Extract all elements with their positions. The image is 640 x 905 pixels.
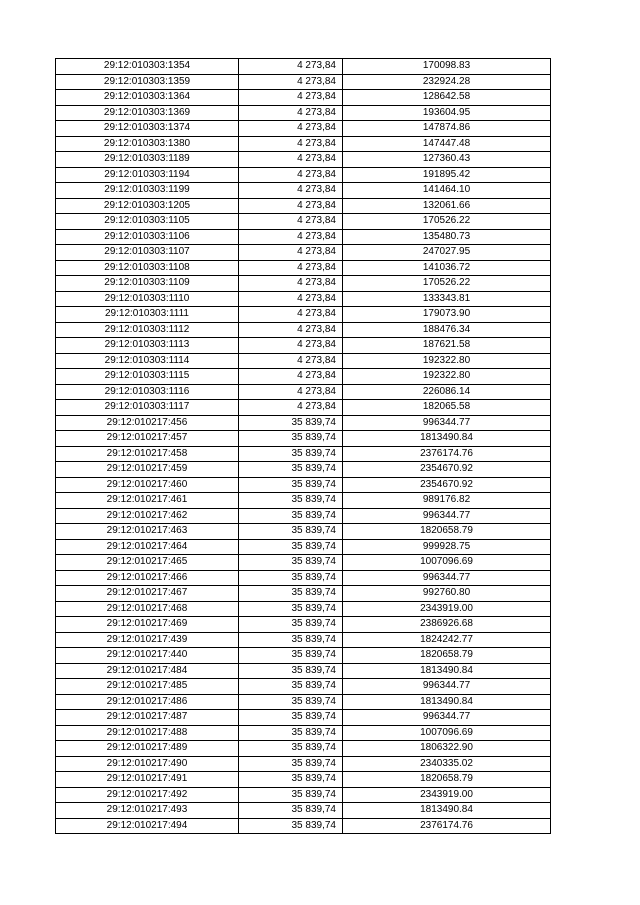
- table-row: [56, 307, 551, 323]
- table-row: [56, 632, 551, 648]
- value-cell: 1824242.77: [343, 632, 551, 648]
- value-cell: 989176.82: [343, 493, 551, 509]
- cadastral-number-cell: 29:12:010303:1359: [56, 74, 239, 90]
- value-cell: 1813490.84: [343, 803, 551, 819]
- table-row: [56, 787, 551, 803]
- value-cell: 247027.95: [343, 245, 551, 261]
- rate-cell: 4 273,84: [239, 400, 343, 416]
- value-cell: 996344.77: [343, 508, 551, 524]
- table-row: [56, 446, 551, 462]
- value-cell: 188476.34: [343, 322, 551, 338]
- rate-cell: 4 273,84: [239, 183, 343, 199]
- rate-cell: 4 273,84: [239, 121, 343, 137]
- rate-cell: 35 839,74: [239, 555, 343, 571]
- rate-cell: 35 839,74: [239, 772, 343, 788]
- value-cell: 2386926.68: [343, 617, 551, 633]
- rate-cell: 4 273,84: [239, 214, 343, 230]
- rate-cell: 35 839,74: [239, 787, 343, 803]
- cadastral-number-cell: 29:12:010217:462: [56, 508, 239, 524]
- cadastral-number-cell: 29:12:010217:492: [56, 787, 239, 803]
- cadastral-number-cell: 29:12:010217:489: [56, 741, 239, 757]
- value-cell: 192322.80: [343, 353, 551, 369]
- value-cell: 170526.22: [343, 276, 551, 292]
- cadastral-number-cell: 29:12:010217:466: [56, 570, 239, 586]
- table-row: [56, 586, 551, 602]
- cadastral-number-cell: 29:12:010303:1111: [56, 307, 239, 323]
- table-body: [56, 59, 551, 834]
- cadastral-number-cell: 29:12:010217:490: [56, 756, 239, 772]
- table-row: [56, 338, 551, 354]
- table-row: [56, 74, 551, 90]
- cadastral-number-cell: 29:12:010217:484: [56, 663, 239, 679]
- rate-cell: 4 273,84: [239, 384, 343, 400]
- cadastral-number-cell: 29:12:010303:1364: [56, 90, 239, 106]
- value-cell: 1806322.90: [343, 741, 551, 757]
- table-row: [56, 121, 551, 137]
- value-cell: 1813490.84: [343, 663, 551, 679]
- rate-cell: 4 273,84: [239, 307, 343, 323]
- table-row: [56, 322, 551, 338]
- value-cell: 996344.77: [343, 679, 551, 695]
- rate-cell: 4 273,84: [239, 167, 343, 183]
- table-row: [56, 384, 551, 400]
- table-row: [56, 741, 551, 757]
- rate-cell: 35 839,74: [239, 648, 343, 664]
- value-cell: 996344.77: [343, 570, 551, 586]
- rate-cell: 35 839,74: [239, 586, 343, 602]
- rate-cell: 4 273,84: [239, 338, 343, 354]
- value-cell: 2376174.76: [343, 446, 551, 462]
- rate-cell: 4 273,84: [239, 322, 343, 338]
- table-row: [56, 462, 551, 478]
- rate-cell: 4 273,84: [239, 90, 343, 106]
- cadastral-number-cell: 29:12:010303:1369: [56, 105, 239, 121]
- cadastral-number-cell: 29:12:010303:1374: [56, 121, 239, 137]
- table-row: [56, 663, 551, 679]
- cadastral-number-cell: 29:12:010217:457: [56, 431, 239, 447]
- table-row: [56, 570, 551, 586]
- cadastral-number-cell: 29:12:010217:460: [56, 477, 239, 493]
- value-cell: 147874.86: [343, 121, 551, 137]
- rate-cell: 35 839,74: [239, 508, 343, 524]
- value-cell: 1813490.84: [343, 694, 551, 710]
- cadastral-number-cell: 29:12:010217:459: [56, 462, 239, 478]
- value-cell: 187621.58: [343, 338, 551, 354]
- value-cell: 996344.77: [343, 710, 551, 726]
- cadastral-number-cell: 29:12:010217:493: [56, 803, 239, 819]
- cadastral-number-cell: 29:12:010217:485: [56, 679, 239, 695]
- value-cell: 133343.81: [343, 291, 551, 307]
- rate-cell: 35 839,74: [239, 524, 343, 540]
- table-row: [56, 679, 551, 695]
- cadastral-number-cell: 29:12:010217:468: [56, 601, 239, 617]
- value-cell: 141464.10: [343, 183, 551, 199]
- value-cell: 996344.77: [343, 415, 551, 431]
- table-row: [56, 725, 551, 741]
- value-cell: 2354670.92: [343, 462, 551, 478]
- rate-cell: 35 839,74: [239, 446, 343, 462]
- cadastral-number-cell: 29:12:010217:467: [56, 586, 239, 602]
- table-row: [56, 167, 551, 183]
- rate-cell: 35 839,74: [239, 725, 343, 741]
- rate-cell: 4 273,84: [239, 105, 343, 121]
- table-row: [56, 710, 551, 726]
- table-row: [56, 524, 551, 540]
- value-cell: 128642.58: [343, 90, 551, 106]
- cadastral-number-cell: 29:12:010303:1110: [56, 291, 239, 307]
- cadastral-number-cell: 29:12:010303:1116: [56, 384, 239, 400]
- rate-cell: 35 839,74: [239, 462, 343, 478]
- cadastral-number-cell: 29:12:010303:1109: [56, 276, 239, 292]
- table-row: [56, 229, 551, 245]
- cadastral-number-cell: 29:12:010217:463: [56, 524, 239, 540]
- rate-cell: 35 839,74: [239, 493, 343, 509]
- table-row: [56, 152, 551, 168]
- rate-cell: 35 839,74: [239, 741, 343, 757]
- value-cell: 999928.75: [343, 539, 551, 555]
- cadastral-number-cell: 29:12:010217:487: [56, 710, 239, 726]
- table-row: [56, 415, 551, 431]
- cadastral-number-cell: 29:12:010217:439: [56, 632, 239, 648]
- table-row: [56, 431, 551, 447]
- value-cell: 170526.22: [343, 214, 551, 230]
- cadastral-number-cell: 29:12:010217:461: [56, 493, 239, 509]
- cadastral-number-cell: 29:12:010217:458: [56, 446, 239, 462]
- table-row: [56, 694, 551, 710]
- rate-cell: 4 273,84: [239, 152, 343, 168]
- value-cell: 191895.42: [343, 167, 551, 183]
- table-row: [56, 245, 551, 261]
- rate-cell: 35 839,74: [239, 694, 343, 710]
- cadastral-number-cell: 29:12:010303:1107: [56, 245, 239, 261]
- cadastral-number-cell: 29:12:010303:1113: [56, 338, 239, 354]
- value-cell: 182065.58: [343, 400, 551, 416]
- rate-cell: 4 273,84: [239, 136, 343, 152]
- cadastral-number-cell: 29:12:010217:440: [56, 648, 239, 664]
- table-row: [56, 756, 551, 772]
- value-cell: 226086.14: [343, 384, 551, 400]
- value-cell: 127360.43: [343, 152, 551, 168]
- table-row: [56, 477, 551, 493]
- table-row: [56, 555, 551, 571]
- value-cell: 2354670.92: [343, 477, 551, 493]
- rate-cell: 4 273,84: [239, 276, 343, 292]
- rate-cell: 35 839,74: [239, 803, 343, 819]
- table-row: [56, 508, 551, 524]
- cadastral-number-cell: 29:12:010303:1117: [56, 400, 239, 416]
- rate-cell: 35 839,74: [239, 601, 343, 617]
- table-row: [56, 260, 551, 276]
- value-cell: 135480.73: [343, 229, 551, 245]
- rate-cell: 35 839,74: [239, 617, 343, 633]
- rate-cell: 35 839,74: [239, 431, 343, 447]
- rate-cell: 4 273,84: [239, 74, 343, 90]
- table-row: [56, 803, 551, 819]
- table-row: [56, 400, 551, 416]
- table-row: [56, 601, 551, 617]
- value-cell: 179073.90: [343, 307, 551, 323]
- table-row: [56, 539, 551, 555]
- table-row: [56, 291, 551, 307]
- value-cell: 2376174.76: [343, 818, 551, 834]
- cadastral-number-cell: 29:12:010303:1106: [56, 229, 239, 245]
- rate-cell: 4 273,84: [239, 59, 343, 75]
- value-cell: 1813490.84: [343, 431, 551, 447]
- cadastral-number-cell: 29:12:010217:464: [56, 539, 239, 555]
- rate-cell: 35 839,74: [239, 663, 343, 679]
- table-row: [56, 369, 551, 385]
- value-cell: 1820658.79: [343, 772, 551, 788]
- value-cell: 147447.48: [343, 136, 551, 152]
- table-row: [56, 136, 551, 152]
- table-row: [56, 183, 551, 199]
- cadastral-number-cell: 29:12:010217:486: [56, 694, 239, 710]
- table-row: [56, 105, 551, 121]
- cadastral-number-cell: 29:12:010217:456: [56, 415, 239, 431]
- cadastral-number-cell: 29:12:010303:1205: [56, 198, 239, 214]
- table-row: [56, 276, 551, 292]
- rate-cell: 35 839,74: [239, 818, 343, 834]
- table-row: [56, 493, 551, 509]
- rate-cell: 4 273,84: [239, 245, 343, 261]
- value-cell: 141036.72: [343, 260, 551, 276]
- cadastral-number-cell: 29:12:010303:1108: [56, 260, 239, 276]
- table-row: [56, 353, 551, 369]
- rate-cell: 35 839,74: [239, 477, 343, 493]
- cadastral-number-cell: 29:12:010217:488: [56, 725, 239, 741]
- rate-cell: 35 839,74: [239, 756, 343, 772]
- table-row: [56, 198, 551, 214]
- cadastral-number-cell: 29:12:010303:1112: [56, 322, 239, 338]
- cadastral-number-cell: 29:12:010217:469: [56, 617, 239, 633]
- cadastral-number-cell: 29:12:010303:1380: [56, 136, 239, 152]
- rate-cell: 4 273,84: [239, 260, 343, 276]
- value-cell: 2340335.02: [343, 756, 551, 772]
- table-row: [56, 818, 551, 834]
- rate-cell: 35 839,74: [239, 415, 343, 431]
- cadastral-number-cell: 29:12:010303:1114: [56, 353, 239, 369]
- value-cell: 2343919.00: [343, 601, 551, 617]
- rate-cell: 35 839,74: [239, 539, 343, 555]
- value-cell: 992760.80: [343, 586, 551, 602]
- rate-cell: 35 839,74: [239, 570, 343, 586]
- rate-cell: 35 839,74: [239, 710, 343, 726]
- cadastral-number-cell: 29:12:010303:1105: [56, 214, 239, 230]
- rate-cell: 35 839,74: [239, 632, 343, 648]
- value-cell: 170098.83: [343, 59, 551, 75]
- rate-cell: 4 273,84: [239, 369, 343, 385]
- table-row: [56, 648, 551, 664]
- cadastral-number-cell: 29:12:010217:494: [56, 818, 239, 834]
- value-cell: 1820658.79: [343, 648, 551, 664]
- rate-cell: 4 273,84: [239, 198, 343, 214]
- rate-cell: 35 839,74: [239, 679, 343, 695]
- value-cell: 232924.28: [343, 74, 551, 90]
- cadastral-number-cell: 29:12:010303:1354: [56, 59, 239, 75]
- cadastral-number-cell: 29:12:010303:1189: [56, 152, 239, 168]
- table-row: [56, 214, 551, 230]
- value-cell: 192322.80: [343, 369, 551, 385]
- value-cell: 132061.66: [343, 198, 551, 214]
- value-cell: 1820658.79: [343, 524, 551, 540]
- table-row: [56, 59, 551, 75]
- value-cell: 1007096.69: [343, 555, 551, 571]
- cadastral-number-cell: 29:12:010303:1115: [56, 369, 239, 385]
- value-cell: 1007096.69: [343, 725, 551, 741]
- rate-cell: 4 273,84: [239, 229, 343, 245]
- cadastral-number-cell: 29:12:010303:1194: [56, 167, 239, 183]
- cadastral-number-cell: 29:12:010217:465: [56, 555, 239, 571]
- table-row: [56, 772, 551, 788]
- table-row: [56, 90, 551, 106]
- rate-cell: 4 273,84: [239, 353, 343, 369]
- cadastral-number-cell: 29:12:010303:1199: [56, 183, 239, 199]
- value-cell: 193604.95: [343, 105, 551, 121]
- cadastral-number-cell: 29:12:010217:491: [56, 772, 239, 788]
- value-cell: 2343919.00: [343, 787, 551, 803]
- table-row: [56, 617, 551, 633]
- rate-cell: 4 273,84: [239, 291, 343, 307]
- cadastral-value-table: [55, 58, 551, 834]
